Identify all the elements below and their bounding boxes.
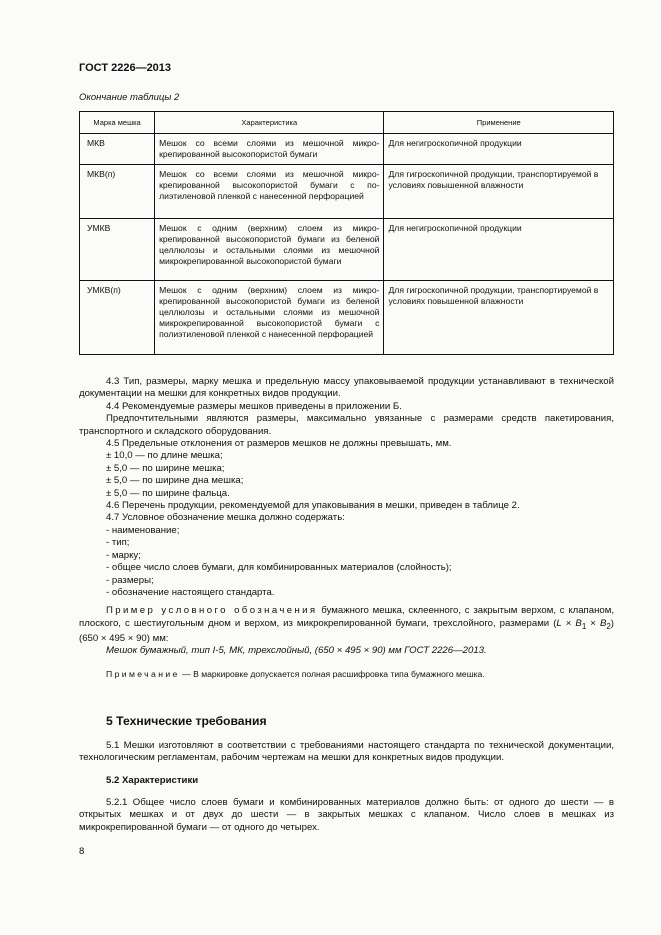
column-header-application: Применение (384, 112, 614, 134)
tolerance-gusset-width: ± 5,0 — по ширине фальца. (106, 487, 230, 499)
paragraph-4-6: 4.6 Перечень продукции, рекомендуемой для упаковывания в мешки, приведен в таблице 2. (106, 500, 520, 512)
column-header-characteristic: Характеристика (155, 112, 384, 134)
cell-grade: УМКВ(п) (80, 281, 155, 355)
example-designation: Мешок бумажный, тип I-5, МК, трехслойный, (650 × 495 × 90) мм ГОСТ 2226—2013. (106, 645, 487, 657)
paragraph-4-7: 4.7 Условное обозначение мешка должно содержать: (106, 512, 345, 524)
table-header-row (80, 112, 614, 134)
table-row (80, 165, 614, 219)
paragraph-4-3: 4.3 Тип, размеры, марку мешка и предельную массу упаковываемой продукции устанавливают в технической документации на мешки для конкретных видов продукции. (79, 376, 614, 400)
tolerance-length: ± 10,0 — по длине мешка; (106, 450, 223, 462)
table-row (80, 134, 614, 165)
cell-grade: МКВ(п) (80, 165, 155, 219)
table-caption: Окончание таблицы 2 (79, 92, 180, 103)
list-item: - тип; (106, 537, 130, 549)
dimension-b2-subscript: 2 (606, 621, 611, 631)
section-5-2-text (79, 797, 614, 834)
section-5-text (79, 740, 614, 765)
cell-application: Для гигроскопичной продукции, транспортируемой в условиях повышенной влажности (384, 165, 614, 219)
note-text: — В маркировке допускается полная расшифровка типа бумажного мешка. (179, 668, 485, 679)
cell-characteristic: Мешок с одним (верхним) слоем из микрокрепированной высокопористой бумаги из беленой целлюлозы и остальными слоями из мешочной микрокрепированной высокопористой бумаги (155, 219, 384, 281)
cell-grade: УМКВ (80, 219, 155, 281)
cell-characteristic: Мешок с одним (верхним) слоем из микрокрепированной высокопористой бумаги из беленой целлюлозы и остальными слоями из мешочной микрокрепированной высокопористой бумаги с полиэтиленовой пленкой с нанесенной перфорацией (155, 281, 384, 355)
note-paragraph (79, 668, 614, 680)
tolerance-width: ± 5,0 — по ширине мешка; (106, 462, 225, 474)
cell-characteristic: Мешок со всеми слоями из мешочной микрокрепированной высокопористой бумаги (155, 134, 384, 165)
example-label: Пример условного обозначения (106, 605, 318, 617)
list-item: - марку; (106, 549, 141, 561)
column-header-grade: Марка мешка (80, 112, 155, 134)
tolerance-bottom-width: ± 5,0 — по ширине дна мешка; (106, 475, 244, 487)
cell-application: Для негигроскопичной продукции (384, 219, 614, 281)
table-row (80, 281, 614, 355)
example-paragraph (79, 605, 614, 645)
dimension-l-symbol: L (556, 617, 562, 629)
bag-grades-table (79, 111, 614, 355)
list-item: - обозначение настоящего стандарта. (106, 586, 275, 598)
paragraph-4-4-preferred: Предпочтительными являются размеры, максимально увязанные с размерами средств пакетирования, транспортного и складского оборудования. (79, 413, 614, 437)
paragraph-5-1: 5.1 Мешки изготовляют в соответствии с требованиями настоящего стандарта по технической документации, технологическим регламентам, рабочим чертежам на мешки для конкретных видов продукции. (79, 740, 614, 764)
example-text-part2: ) (650 × 495 × 90) мм: (79, 617, 614, 645)
document-header: ГОСТ 2226—2013 (79, 62, 172, 74)
paragraph-5-2-1: 5.2.1 Общее число слоев бумаги и комбинированных материалов должно быть: от одного до шести — в открытых мешках и от двух до шести — в закрытых мешках с клапаном. Число слоев в мешках из микрокрепированной бумаги — от одного до четырех. (79, 797, 614, 833)
list-item: - общее число слоев бумаги, для комбинированных материалов (слойность); (106, 562, 452, 574)
table-row (80, 219, 614, 281)
dimension-b2-symbol: B (599, 617, 607, 629)
body-text-block (79, 376, 614, 680)
cell-application: Для негигроскопичной продукции (384, 134, 614, 165)
page-number: 8 (79, 846, 85, 857)
paragraph-4-5: 4.5 Предельные отклонения от размеров мешков не должны превышать, мм. (106, 438, 452, 450)
list-item: - размеры; (106, 574, 154, 586)
times-sign: × (586, 617, 600, 629)
cell-grade: МКВ (80, 134, 155, 165)
cell-application: Для гигроскопичной продукции, транспортируемой в условиях повышенной влажности (384, 281, 614, 355)
dimension-b1-subscript: 1 (581, 621, 587, 631)
paragraph-4-4: 4.4 Рекомендуемые размеры мешков приведены в приложении Б. (106, 400, 402, 412)
section-5-heading: 5 Технические требования (106, 714, 267, 728)
note-label: Примечание (106, 668, 180, 679)
cell-characteristic: Мешок со всеми слоями из мешочной микрокрепированной высокопористой бумаги с полиэтиленовой пленкой с нанесенной перфорацией (155, 165, 384, 219)
dimension-b1-symbol: B (575, 617, 582, 629)
times-sign: × (561, 617, 576, 629)
example-text-part1: бумажного мешка, склеенного, с закрытым верхом, с клапаном, плоского, с шестиугольным дном и верхом, из микрокрепированной бумаги, трехслойного, размерами ( (79, 605, 614, 629)
section-5-2-heading: 5.2 Характеристики (106, 775, 199, 786)
list-item: - наименование; (106, 524, 180, 536)
